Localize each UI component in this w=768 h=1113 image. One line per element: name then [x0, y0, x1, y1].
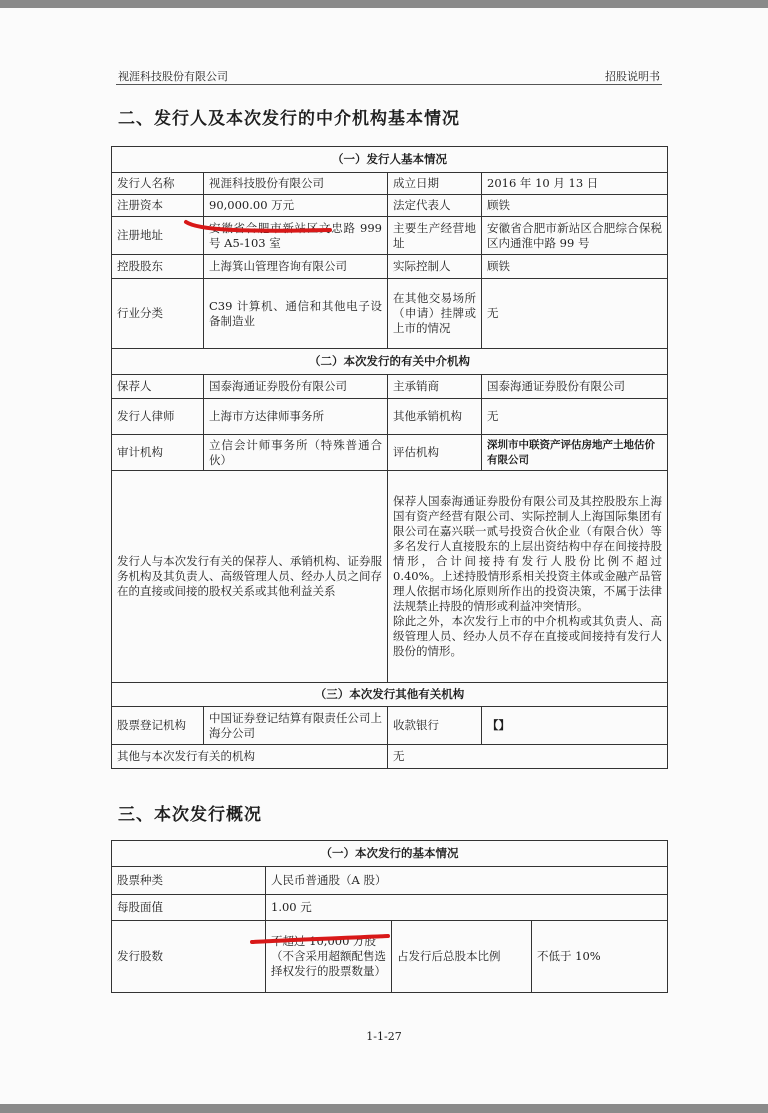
- lead-underwriter-value: 国泰海通证券股份有限公司: [482, 375, 668, 399]
- other-underwriters-label: 其他承销机构: [388, 399, 482, 435]
- relation-paragraph-2: 除此之外，本次发行上市的中介机构或其负责人、高级管理人员、经办人员不存在直接或间接持有发行人股份的情形。: [393, 614, 662, 658]
- post-issue-ratio-value: 不低于 10%: [532, 921, 668, 993]
- other-listing-label: 在其他交易场所（申请）挂牌或上市的情况: [388, 279, 482, 349]
- business-address-value: 安徽省合肥市新站区合肥综合保税区内通淮中路 99 号: [482, 217, 668, 255]
- controlling-shareholder-label: 控股股东: [112, 255, 204, 279]
- par-value-value: 1.00 元: [266, 895, 668, 921]
- legal-rep-label: 法定代表人: [388, 195, 482, 217]
- page-number: 1-1-27: [366, 1030, 402, 1043]
- share-registrar-value: 中国证券登记结算有限责任公司上海分公司: [204, 707, 388, 745]
- legal-rep-value: 顾铁: [482, 195, 668, 217]
- part2-heading: （二）本次发行的有关中介机构: [112, 349, 668, 375]
- share-count-main: 不超过 10,000 万股: [271, 934, 377, 948]
- offering-overview-table: [111, 840, 668, 993]
- law-firm-value: 上海市方达律师事务所: [204, 399, 388, 435]
- part1-heading: （一）发行人基本情况: [112, 147, 668, 173]
- audit-firm-label: 审计机构: [112, 435, 204, 471]
- law-firm-label: 发行人律师: [112, 399, 204, 435]
- receiving-bank-label: 收款银行: [388, 707, 482, 745]
- issuer-name-value: 视涯科技股份有限公司: [204, 173, 388, 195]
- issuer-info-table: [111, 146, 668, 769]
- valuation-firm-label: 评估机构: [388, 435, 482, 471]
- business-address-label: 主要生产经营地址: [388, 217, 482, 255]
- share-count-label: 发行股数: [112, 921, 266, 993]
- post-issue-ratio-label: 占发行后总股本比例: [392, 921, 532, 993]
- other-institutions-label: 其他与本次发行有关的机构: [112, 745, 388, 769]
- issuer-name-label: 发行人名称: [112, 173, 204, 195]
- section2-title: 二、发行人及本次发行的中介机构基本情况: [118, 109, 460, 129]
- share-count-note: （不含采用超额配售选择权发行的股票数量）: [271, 949, 386, 978]
- registered-capital-value: 90,000.00 万元: [204, 195, 388, 217]
- header-doc-type: 招股说明书: [605, 70, 660, 83]
- part3-heading: （三）本次发行其他有关机构: [112, 683, 668, 707]
- par-value-label: 每股面值: [112, 895, 266, 921]
- industry-value: C39 计算机、通信和其他电子设备制造业: [204, 279, 388, 349]
- document-page: [0, 8, 768, 1104]
- intermediary-relation-label: 发行人与本次发行有关的保荐人、承销机构、证券服务机构及其负责人、高级管理人员、经办人员之间存在的直接或间接的股权关系或其他利益关系: [112, 471, 388, 683]
- relation-paragraph-1: 保荐人国泰海通证券股份有限公司及其控股股东上海国有资产经营有限公司、实际控制人上海国际集团有限公司在嘉兴联一贰号投资合伙企业（有限合伙）等多名发行人直接股东的上层出资结构中存在间接持股情形，合计间接持有发行人股份比例不超过 0.40%。上述持股情形系相关投资主体或金融产品管理人依据市场化原则所作出的投资决策，不属于法律法规禁止持股的情形或利益冲突情形。: [393, 494, 662, 613]
- offering-heading: （一）本次发行的基本情况: [112, 841, 668, 867]
- registered-address-label: 注册地址: [112, 217, 204, 255]
- audit-firm-value: 立信会计师事务所（特殊普通合伙）: [204, 435, 388, 471]
- sponsor-value: 国泰海通证券股份有限公司: [204, 375, 388, 399]
- stock-type-label: 股票种类: [112, 867, 266, 895]
- actual-controller-label: 实际控制人: [388, 255, 482, 279]
- controlling-shareholder-value: 上海箕山管理咨询有限公司: [204, 255, 388, 279]
- other-institutions-value: 无: [388, 745, 668, 769]
- actual-controller-value: 顾铁: [482, 255, 668, 279]
- established-date-label: 成立日期: [388, 173, 482, 195]
- established-date-value: 2016 年 10 月 13 日: [482, 173, 668, 195]
- share-registrar-label: 股票登记机构: [112, 707, 204, 745]
- lead-underwriter-label: 主承销商: [388, 375, 482, 399]
- sponsor-label: 保荐人: [112, 375, 204, 399]
- valuation-firm-value: 深圳市中联资产评估房地产土地估价有限公司: [482, 435, 668, 471]
- industry-label: 行业分类: [112, 279, 204, 349]
- registered-capital-label: 注册资本: [112, 195, 204, 217]
- header-company: 视涯科技股份有限公司: [118, 70, 228, 83]
- other-underwriters-value: 无: [482, 399, 668, 435]
- stock-type-value: 人民币普通股（A 股）: [266, 867, 668, 895]
- receiving-bank-value: 【】: [482, 707, 668, 745]
- section3-title: 三、本次发行概况: [118, 805, 262, 825]
- other-listing-value: 无: [482, 279, 668, 349]
- page-header: [116, 64, 662, 85]
- intermediary-relation-value: [388, 471, 668, 683]
- share-count-value: [266, 921, 392, 993]
- registered-address-value: 安徽省合肥市新站区文忠路 999 号 A5-103 室: [204, 217, 388, 255]
